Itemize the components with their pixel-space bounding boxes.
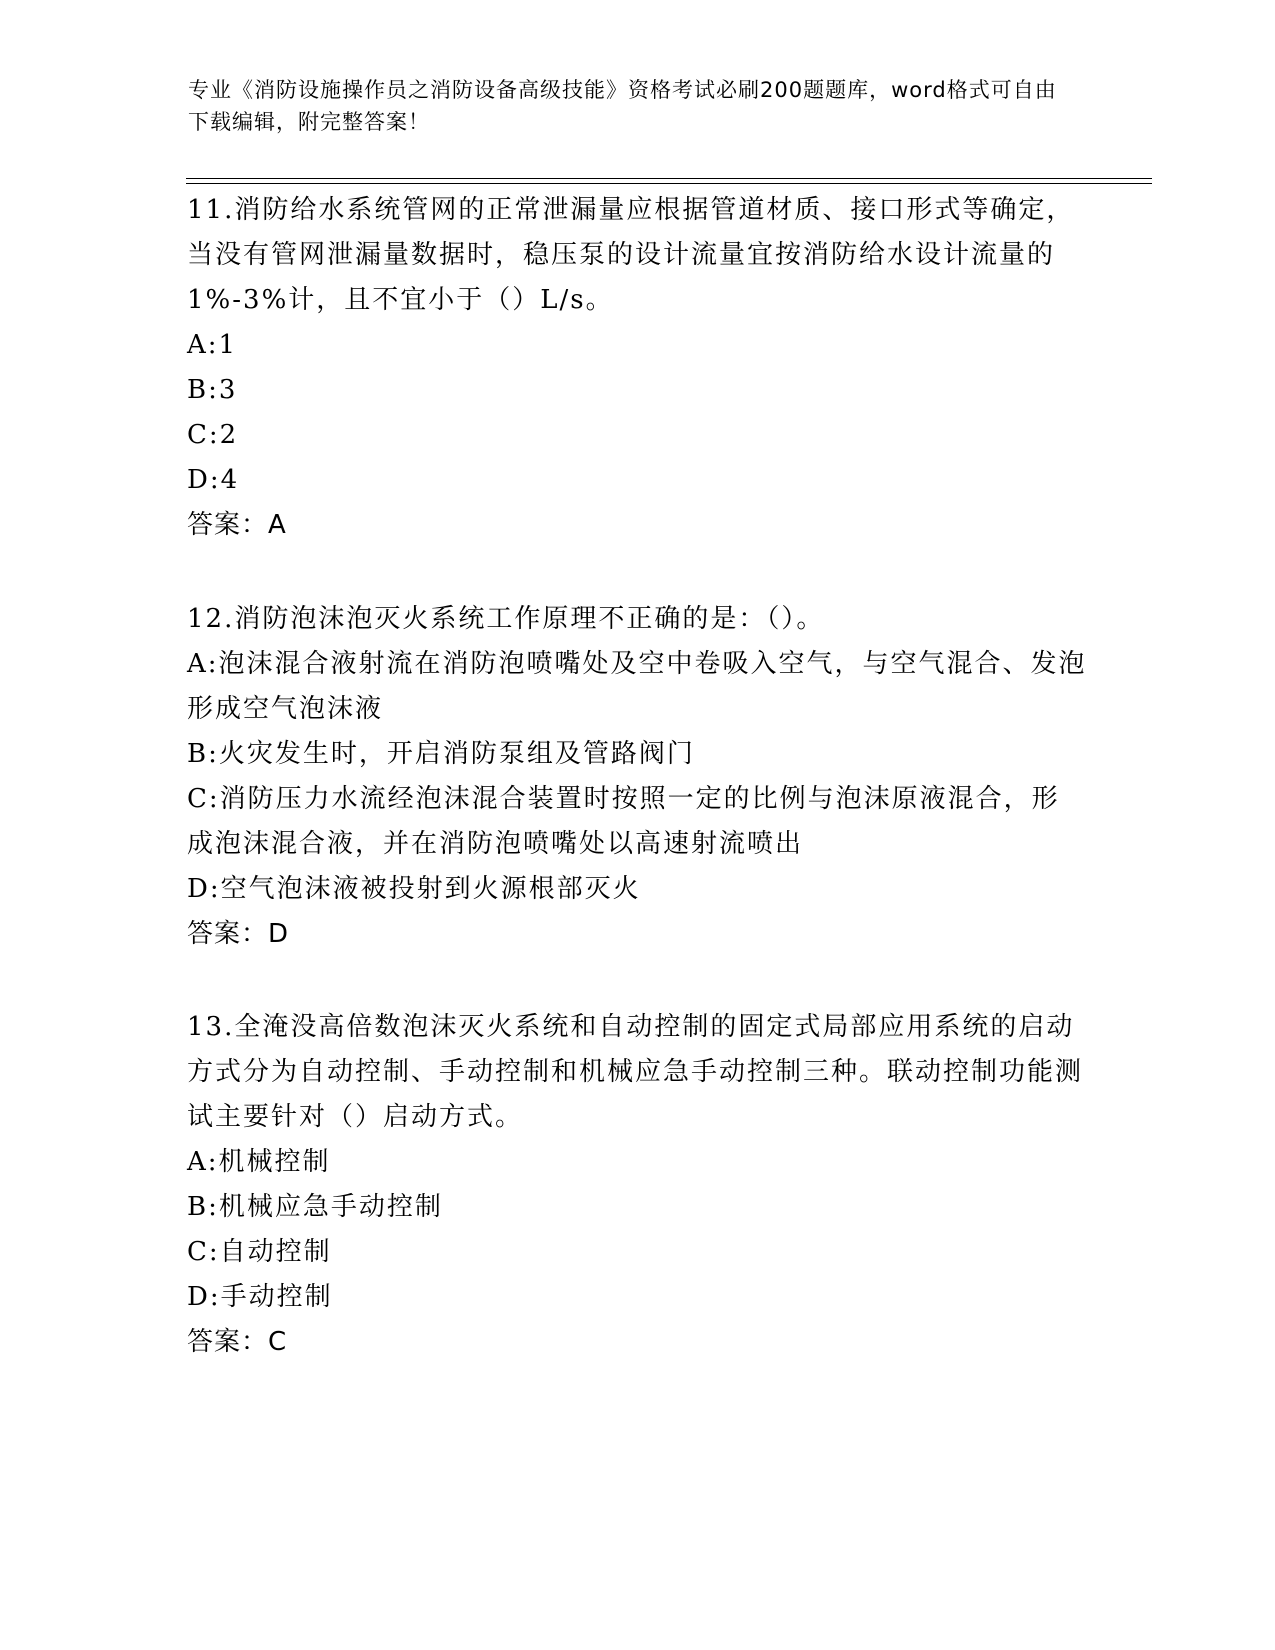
- question-stem: 11.消防给水系统管网的正常泄漏量应根据管道材质、接口形式等确定，当没有管网泄漏量数据时，稳压泵的设计流量宜按消防给水设计流量的1%-3%计，且不宜小于（）L/s。: [187, 195, 1075, 315]
- answer: 答案：C: [187, 1327, 288, 1357]
- option-d: D:4: [187, 465, 240, 495]
- option-b: B:机械应急手动控制: [187, 1192, 443, 1222]
- option-c: C:自动控制: [187, 1237, 332, 1267]
- option-a: A:机械控制: [187, 1147, 331, 1177]
- option-b: B:3: [187, 375, 238, 405]
- option-b: B:火灾发生时，开启消防泵组及管路阀门: [187, 739, 695, 769]
- question-stem: 13.全淹没高倍数泡沫灭火系统和自动控制的固定式局部应用系统的启动方式分为自动控制、手动控制和机械应急手动控制三种。联动控制功能测试主要针对（）启动方式。: [187, 1012, 1084, 1132]
- answer: 答案：A: [187, 510, 287, 540]
- option-c: C:消防压力水流经泡沫混合装置时按照一定的比例与泡沫原液混合，形成泡沫混合液，并在消防泡喷嘴处以高速射流喷出: [187, 784, 1060, 859]
- question-13: [187, 1005, 1087, 1365]
- option-a: A:1: [187, 330, 238, 360]
- answer: 答案：D: [187, 919, 290, 949]
- option-a: A:泡沫混合液射流在消防泡喷嘴处及空中卷吸入空气，与空气混合、发泡形成空气泡沫液: [187, 649, 1087, 724]
- option-c: C:2: [187, 420, 239, 450]
- header-divider-top: [186, 178, 1152, 179]
- document-header: 专业《消防设施操作员之消防设备高级技能》资格考试必刷200题题库，word格式可自由下载编辑，附完整答案！: [188, 78, 1057, 134]
- question-stem: 12.消防泡沫泡灭火系统工作原理不正确的是：（）。: [187, 604, 825, 634]
- option-d: D:空气泡沫液被投射到火源根部灭火: [187, 874, 641, 904]
- question-12: [187, 597, 1087, 957]
- header-divider-bottom: [186, 183, 1152, 184]
- question-11: [187, 188, 1087, 548]
- option-d: D:手动控制: [187, 1282, 333, 1312]
